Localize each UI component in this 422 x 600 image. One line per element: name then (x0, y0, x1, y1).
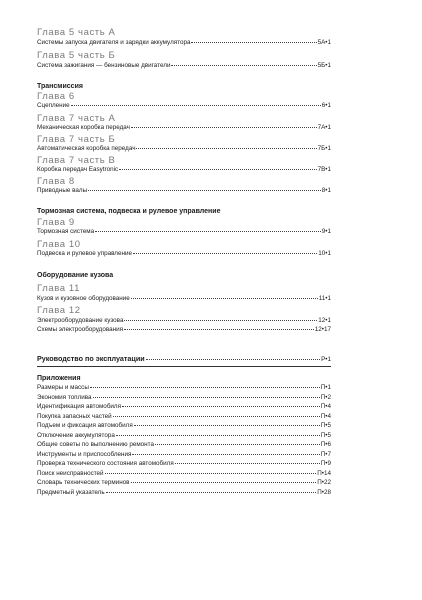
toc-entry[interactable] (37, 39, 331, 47)
appendix-entry-page: П•9 (320, 460, 331, 467)
appendix-entry[interactable] (37, 479, 331, 487)
appendix-entry[interactable] (37, 489, 331, 497)
appendix-entry-page: П•4 (320, 412, 331, 420)
appendix-entry[interactable] (37, 422, 331, 430)
toc-entry-title: Система зажигания — бензиновые двигатели (37, 62, 171, 69)
chapter-heading: Глава 7 часть Б (37, 134, 116, 145)
toc-entry[interactable] (37, 124, 331, 132)
appendix-entry[interactable] (37, 403, 331, 411)
appendix-entry[interactable] (37, 413, 331, 421)
appendix-entry-title: Инструменты и приспособления (37, 450, 132, 458)
appendix-entry-page: П•5 (320, 422, 331, 429)
appendix-entry[interactable] (37, 384, 331, 392)
appendix-entry-page: П•1 (320, 384, 331, 391)
chapter-heading: Глава 12 (37, 305, 81, 316)
dot-leader (146, 359, 320, 360)
toc-entry-page: 7А•1 (317, 124, 331, 131)
appendix-entry-title: Покупка запасных частей (37, 412, 112, 420)
dot-leader (71, 105, 321, 106)
toc-entry-page: 5А•1 (317, 39, 331, 46)
appendix-entry-title: Поиск неисправностей (37, 469, 104, 477)
chapter-heading: Глава 7 часть В (37, 155, 116, 166)
toc-entry[interactable] (37, 145, 331, 153)
toc-entry-page: 11•1 (318, 295, 331, 302)
appendix-entry-page: П•6 (320, 441, 331, 448)
dot-leader (88, 190, 321, 191)
guide-title: Руководство по эксплуатации (37, 354, 145, 363)
dot-leader (191, 42, 316, 43)
chapter-heading: Глава 5 часть А (37, 27, 116, 38)
appendix-entry-title: Словарь технических терминов (37, 479, 130, 486)
toc-entry-page: 7В•1 (317, 166, 331, 173)
toc-entry-title: Системы запуска двигателя и зарядки аккумулятора (37, 39, 191, 46)
section-heading-body: Оборудование кузова (37, 272, 114, 279)
appendix-entry-title: Общие советы по выполнению ремонта (37, 441, 154, 448)
dot-leader (93, 397, 320, 398)
toc-entry[interactable] (37, 166, 331, 174)
dot-leader (124, 329, 314, 330)
toc-entry-page: 7Б•1 (317, 145, 331, 152)
toc-entry[interactable] (37, 295, 331, 303)
toc-entry-title: Кузов и кузовное оборудование (37, 295, 130, 302)
appendix-entry[interactable] (37, 451, 331, 459)
dot-leader (136, 148, 316, 149)
section-heading-appendices: Приложения (37, 375, 81, 382)
toc-entry-title: Приводные валы (37, 187, 88, 194)
appendix-entry-page: П•2 (320, 393, 331, 401)
toc-entry[interactable] (37, 326, 331, 334)
dot-leader (131, 482, 317, 483)
appendix-entry-title: Отключение аккумулятора (37, 431, 115, 439)
appendix-entry-page: П•5 (320, 431, 331, 439)
section-heading-brakes: Тормозная система, подвеска и рулевое управление (37, 208, 221, 215)
appendix-entry-page: П•7 (320, 450, 331, 458)
toc-entry[interactable] (37, 187, 331, 195)
toc-entry-page: 10•1 (318, 250, 331, 257)
toc-entry-title: Тормозная система (37, 228, 95, 235)
appendix-entry-page: П•22 (317, 479, 331, 486)
chapter-heading: Глава 6 (37, 91, 75, 102)
dot-leader (131, 127, 317, 128)
appendix-entry-page: П•4 (320, 403, 331, 410)
appendix-entry-page: П•14 (317, 469, 331, 477)
appendix-entry[interactable] (37, 460, 331, 468)
toc-entry-page: 12•1 (318, 317, 331, 324)
dot-leader (106, 492, 317, 493)
toc-entry[interactable] (37, 228, 331, 236)
dot-leader (119, 169, 316, 170)
section-heading-transmission: Трансмиссия (37, 83, 83, 90)
appendix-entry[interactable] (37, 432, 331, 440)
chapter-heading: Глава 7 часть А (37, 113, 116, 124)
dot-leader (175, 463, 320, 464)
chapter-heading: Глава 9 (37, 217, 75, 228)
dot-leader (171, 65, 316, 66)
chapter-heading: Глава 10 (37, 239, 81, 250)
toc-entry-title: Схемы электрооборудования (37, 326, 124, 333)
toc-entry[interactable] (37, 250, 331, 258)
chapter-heading: Глава 11 (37, 283, 80, 294)
toc-entry-title: Сцепление (37, 102, 70, 109)
appendix-entry-page: П•28 (317, 488, 331, 496)
chapter-heading: Глава 5 часть Б (37, 50, 116, 61)
appendix-entry-title: Экономия топлива (37, 393, 92, 401)
toc-entry[interactable] (37, 102, 331, 110)
appendix-entry-title: Идентификация автомобиля (37, 403, 122, 410)
dot-leader (95, 231, 321, 232)
toc-entry-page: 5Б•1 (317, 62, 331, 69)
appendix-entry[interactable] (37, 441, 331, 449)
dot-leader (133, 253, 317, 254)
dot-leader (132, 454, 319, 455)
toc-entry-title: Механическая коробка передач (37, 124, 130, 131)
divider (37, 366, 331, 367)
dot-leader (105, 473, 317, 474)
toc-entry-page: 12•17 (314, 326, 331, 333)
toc-entry-page: 8•1 (321, 187, 331, 194)
dot-leader (124, 320, 317, 321)
toc-entry-title: Электрооборудование кузова (37, 317, 124, 324)
appendix-entry-title: Предметный указатель (37, 488, 105, 496)
appendix-entry-title: Подъем и фиксация автомобиля (37, 422, 133, 429)
appendix-entry[interactable] (37, 470, 331, 478)
toc-entry-title: Автоматическая коробка передач (37, 145, 136, 152)
dot-leader (90, 387, 320, 388)
dot-leader (134, 425, 320, 426)
toc-entry-title: Подвеска и рулевое управление (37, 250, 132, 257)
toc-entry-title: Коробка передач Easytronic (37, 166, 119, 173)
guide-page: Р•1 (321, 356, 331, 363)
appendix-entry-title: Проверка технического состояния автомобиля (37, 460, 174, 467)
toc-entry-page: 9•1 (321, 228, 331, 235)
dot-leader (131, 298, 318, 299)
chapter-heading: Глава 8 (37, 176, 75, 187)
appendix-entry[interactable] (37, 394, 331, 402)
dot-leader (113, 416, 320, 417)
dot-leader (155, 444, 320, 445)
dot-leader (122, 406, 320, 407)
guide-entry[interactable] (37, 354, 331, 364)
toc-entry[interactable] (37, 317, 331, 325)
toc-entry-page: 6•1 (321, 102, 331, 109)
dot-leader (116, 435, 320, 436)
appendix-entry-title: Размеры и массы (37, 384, 89, 391)
toc-entry[interactable] (37, 62, 331, 70)
